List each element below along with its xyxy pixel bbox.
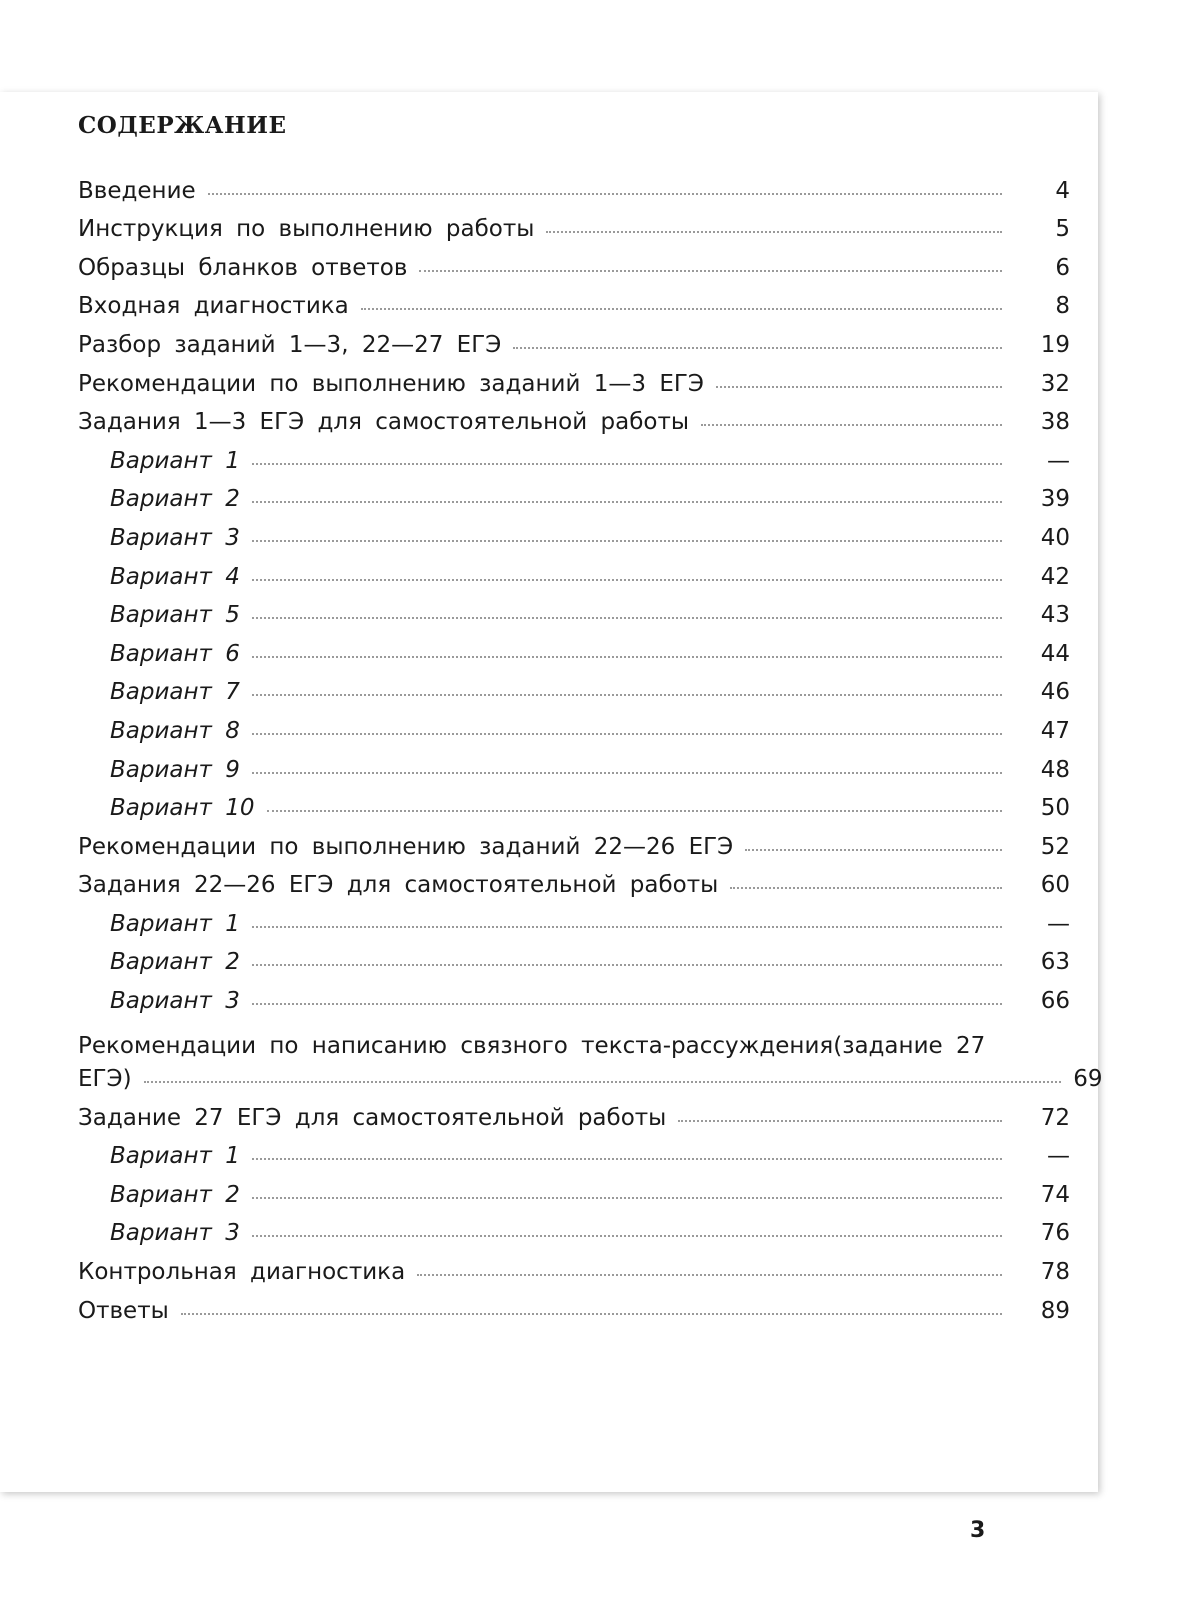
- toc-entry-page: 5: [1055, 216, 1070, 243]
- toc-entry-page: 8: [1055, 293, 1070, 320]
- toc-entry-label: Задания 1—3 ЕГЭ для самостоятельной работы: [78, 409, 690, 436]
- toc-entry[interactable]: [78, 204, 1070, 243]
- toc-title: СОДЕРЖАНИЕ: [78, 112, 287, 139]
- dot-leader: [745, 849, 1002, 851]
- toc-entry-page: 63: [1040, 949, 1070, 976]
- toc-entry-label: Введение: [78, 177, 196, 204]
- dot-leader: [678, 1120, 1002, 1122]
- dot-leader: [252, 694, 1002, 696]
- toc-entry[interactable]: [78, 319, 1070, 358]
- toc-entry-page: 78: [1040, 1259, 1070, 1286]
- toc-subentry[interactable]: [78, 474, 1070, 513]
- toc-subentry[interactable]: [78, 783, 1070, 822]
- toc-entry-page: 52: [1040, 833, 1070, 860]
- toc-entry-page: —: [1047, 910, 1070, 937]
- toc-entry-label-line: [78, 1033, 985, 1059]
- dot-leader: [716, 386, 1002, 388]
- toc-entry-label-line: [78, 1066, 1073, 1092]
- toc-entry[interactable]: [78, 1246, 1070, 1285]
- dot-leader: [252, 926, 1002, 928]
- toc-subentry-label: Вариант 2: [110, 1181, 240, 1208]
- toc-entry-page: 32: [1040, 370, 1070, 397]
- toc-entry[interactable]: [78, 397, 1070, 436]
- toc-entry-page: 6: [1055, 254, 1070, 281]
- toc-entry-page: 42: [1040, 563, 1070, 590]
- dot-leader: [252, 656, 1002, 658]
- toc-entry-page: 46: [1040, 679, 1070, 706]
- toc-subentry-label: Вариант 7: [110, 679, 240, 706]
- toc-subentry[interactable]: [78, 512, 1070, 551]
- toc-entry-label: Разбор заданий 1—3, 22—27 ЕГЭ: [78, 331, 502, 358]
- toc-entry-page: 66: [1040, 988, 1070, 1015]
- toc-subentry[interactable]: [78, 667, 1070, 706]
- toc-entry-label: Задания 22—26 ЕГЭ для самостоятельной работы: [78, 872, 719, 899]
- toc-entry-page: 60: [1040, 872, 1070, 899]
- toc-entry[interactable]: [78, 242, 1070, 281]
- toc-entry-page: 89: [1040, 1297, 1070, 1324]
- toc-subentry[interactable]: [78, 435, 1070, 474]
- toc-entry-page: 76: [1040, 1220, 1070, 1247]
- toc-subentry-label: Вариант 8: [110, 717, 240, 744]
- toc-entry[interactable]: [78, 860, 1070, 899]
- dot-leader: [419, 270, 1002, 272]
- toc-entry-page: 72: [1040, 1104, 1070, 1131]
- toc-subentry[interactable]: [78, 628, 1070, 667]
- toc-entry-label: Рекомендации по выполнению заданий 22—26 ЕГЭ: [78, 833, 734, 860]
- dot-leader: [361, 308, 1002, 310]
- toc-entry-page: 19: [1040, 331, 1070, 358]
- dot-leader: [252, 1158, 1002, 1160]
- toc-entry-page: 39: [1040, 486, 1070, 513]
- toc-subentry[interactable]: [78, 937, 1070, 976]
- toc-entry-label-block: [78, 1014, 1073, 1092]
- dot-leader: [144, 1081, 1062, 1083]
- toc-subentry-label: Вариант 2: [110, 949, 240, 976]
- toc-entry[interactable]: [78, 1092, 1070, 1131]
- toc-entry-page: —: [1047, 1143, 1070, 1170]
- dot-leader: [730, 887, 1002, 889]
- toc-entry-label: Рекомендации по выполнению заданий 1—3 ЕГЭ: [78, 370, 704, 397]
- toc-entry-label: Инструкция по выполнению работы: [78, 216, 535, 243]
- toc-subentry-label: Вариант 3: [110, 988, 240, 1015]
- dot-leader: [252, 579, 1002, 581]
- toc-subentry-label: Вариант 5: [110, 602, 240, 629]
- dot-leader: [267, 810, 1002, 812]
- toc-entry[interactable]: [78, 165, 1070, 204]
- toc-entry-page: 40: [1040, 524, 1070, 551]
- toc-subentry-label: Вариант 1: [110, 910, 240, 937]
- toc-entry-page: 69: [1073, 1066, 1103, 1093]
- toc-entry-page: 48: [1040, 756, 1070, 783]
- table-of-contents: [78, 165, 1103, 1324]
- page-number: 3: [970, 1518, 986, 1543]
- toc-subentry[interactable]: [78, 744, 1070, 783]
- toc-entry-label-continuation: (задание 27: [833, 1033, 986, 1060]
- toc-subentry-label: Вариант 10: [110, 795, 255, 822]
- toc-subentry[interactable]: [78, 1169, 1070, 1208]
- toc-entry-label: Входная диагностика: [78, 293, 349, 320]
- toc-subentry[interactable]: [78, 975, 1070, 1014]
- toc-entry-label: Ответы: [78, 1297, 169, 1324]
- toc-entry-page: 74: [1040, 1181, 1070, 1208]
- dot-leader: [252, 617, 1002, 619]
- toc-entry-page: 4: [1055, 177, 1070, 204]
- dot-leader: [252, 1197, 1002, 1199]
- toc-entry-label: Контрольная диагностика: [78, 1259, 406, 1286]
- dot-leader: [513, 347, 1002, 349]
- toc-subentry-label: Вариант 3: [110, 1220, 240, 1247]
- toc-subentry-label: Вариант 4: [110, 563, 240, 590]
- toc-subentry[interactable]: [78, 898, 1070, 937]
- toc-entry[interactable]: [78, 281, 1070, 320]
- toc-entry-page: 44: [1040, 640, 1070, 667]
- dot-leader: [252, 1235, 1002, 1237]
- toc-entry-label: ЕГЭ): [78, 1066, 132, 1093]
- dot-leader: [252, 964, 1002, 966]
- toc-entry[interactable]: [78, 821, 1070, 860]
- toc-entry-label: Рекомендации по написанию связного текста-рассуждения: [78, 1033, 834, 1060]
- dot-leader: [252, 501, 1002, 503]
- toc-entry-page: 43: [1040, 602, 1070, 629]
- dot-leader: [208, 193, 1002, 195]
- dot-leader: [417, 1274, 1002, 1276]
- toc-subentry[interactable]: [78, 1208, 1070, 1247]
- toc-subentry[interactable]: [78, 1131, 1070, 1170]
- toc-subentry-label: Вариант 6: [110, 640, 240, 667]
- toc-subentry[interactable]: [78, 705, 1070, 744]
- dot-leader: [701, 424, 1002, 426]
- toc-entry-label: Задание 27 ЕГЭ для самостоятельной работы: [78, 1104, 667, 1131]
- toc-entry[interactable]: [78, 358, 1070, 397]
- toc-entry-page: 38: [1040, 409, 1070, 436]
- toc-entry-page: 47: [1040, 717, 1070, 744]
- toc-subentry[interactable]: [78, 590, 1070, 629]
- dot-leader: [252, 772, 1002, 774]
- dot-leader: [546, 231, 1002, 233]
- dot-leader: [252, 1003, 1002, 1005]
- toc-entry-label: Образцы бланков ответов: [78, 254, 408, 281]
- toc-entry-page: —: [1047, 447, 1070, 474]
- toc-subentry-label: Вариант 9: [110, 756, 240, 783]
- toc-entry[interactable]: [78, 1285, 1070, 1324]
- toc-subentry-label: Вариант 3: [110, 524, 240, 551]
- toc-subentry-label: Вариант 1: [110, 447, 240, 474]
- toc-subentry-label: Вариант 2: [110, 486, 240, 513]
- dot-leader: [252, 540, 1002, 542]
- toc-entry-wrapped[interactable]: [78, 1014, 1103, 1093]
- toc-subentry-label: Вариант 1: [110, 1143, 240, 1170]
- dot-leader: [252, 733, 1002, 735]
- toc-entry-page: 50: [1040, 795, 1070, 822]
- toc-subentry[interactable]: [78, 551, 1070, 590]
- dot-leader: [181, 1313, 1002, 1315]
- dot-leader: [252, 463, 1002, 465]
